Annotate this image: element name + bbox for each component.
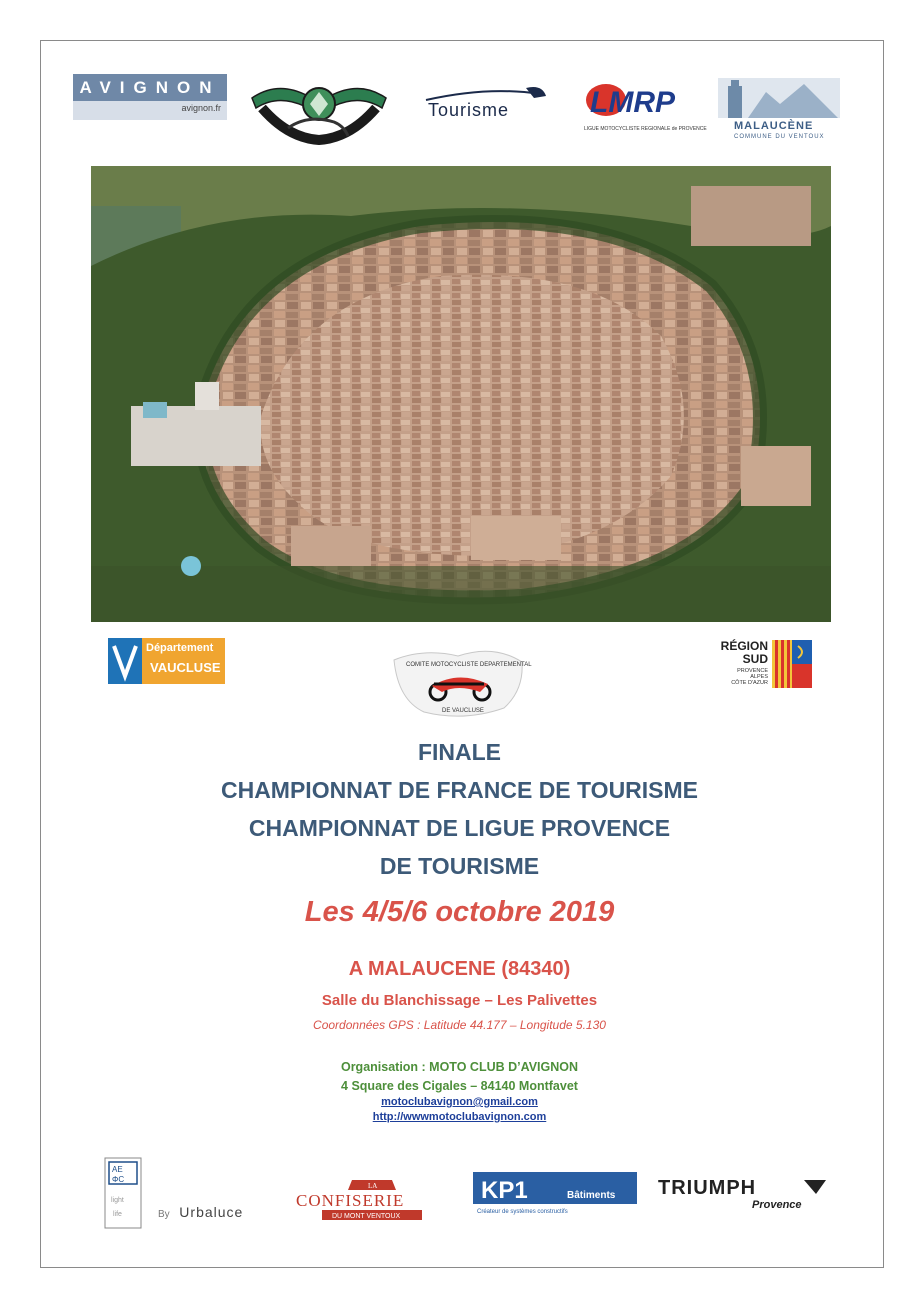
svg-text:light: light — [111, 1197, 124, 1204]
region-logo-line2: SUD — [742, 652, 768, 666]
triumph-logo — [656, 1174, 830, 1214]
event-titles — [0, 733, 919, 885]
organisation-line1: Organisation : MOTO CLUB D’AVIGNON — [340, 1060, 579, 1074]
svg-text:LMRP: LMRP — [590, 86, 675, 119]
tourisme-logo — [418, 80, 550, 120]
moto-club-logo — [248, 78, 390, 150]
svg-text:LA: LA — [368, 1182, 378, 1190]
svg-text:Créateur de systèmes construct: Créateur de systèmes constructifs — [477, 1209, 568, 1215]
malaucene-logo — [718, 78, 840, 140]
region-logo-sub2: ALPES — [750, 674, 768, 680]
contact-links — [0, 1095, 919, 1125]
urbaluce-by: By — [158, 1209, 170, 1220]
aerial-village-photo — [91, 166, 831, 622]
svg-text:Provence: Provence — [752, 1199, 802, 1211]
title-de-tourisme: DE TOURISME — [379, 853, 540, 879]
website-link[interactable]: http://wwwmotoclubavignon.com — [372, 1111, 547, 1123]
vaucluse-logo-line1: Département — [146, 642, 214, 654]
svg-text:life: life — [113, 1211, 122, 1218]
svg-text:TRIUMPH: TRIUMPH — [658, 1177, 757, 1199]
organisation-block — [0, 1058, 919, 1096]
svg-text:LIGUE MOTOCYCLISTE REGIONALE d: LIGUE MOTOCYCLISTE REGIONALE de PROVENCE — [584, 126, 707, 132]
svg-text:DU MONT VENTOUX: DU MONT VENTOUX — [332, 1213, 401, 1220]
urbaluce-name: Urbaluce — [179, 1204, 244, 1220]
gps-coordinates: Coordonnées GPS : Latitude 44.177 – Longitude 5.130 — [313, 1018, 606, 1032]
venue-main: A MALAUCENE (84340) — [348, 958, 571, 980]
region-logo-sub1: PROVENCE — [737, 668, 768, 674]
region-sud-logo — [708, 640, 816, 690]
svg-text:COMMUNE DU VENTOUX: COMMUNE DU VENTOUX — [734, 134, 825, 140]
avignon-logo-name: AVIGNON — [73, 74, 227, 101]
comite-departemental-logo — [384, 640, 532, 720]
email-link[interactable]: motoclubavignon@gmail.com — [381, 1096, 538, 1108]
title-finale: FINALE — [417, 739, 502, 765]
svg-text:Bâtiments: Bâtiments — [567, 1190, 616, 1201]
organisation-address: 4 Square des Cigales – 84140 Montfavet — [341, 1079, 578, 1093]
avignon-logo-url: avignon.fr — [181, 103, 221, 113]
region-logo-line1: RÉGION — [720, 639, 768, 653]
svg-text:Tourisme: Tourisme — [428, 100, 510, 120]
venue-sub: Salle du Blanchissage – Les Palivettes — [321, 992, 598, 1009]
event-date: Les 4/5/6 octobre 2019 — [304, 896, 615, 928]
title-championnat-france: CHAMPIONNAT DE FRANCE DE TOURISME — [220, 777, 699, 803]
lmrp-logo — [584, 78, 707, 134]
region-logo-sub3: CÔTE D'AZUR — [731, 680, 768, 686]
region-shield-icon — [772, 640, 812, 688]
svg-text:COMITE MOTOCYCLISTE DEPARTEMEN: COMITE MOTOCYCLISTE DEPARTEMENTAL — [406, 662, 532, 668]
svg-text:KP1: KP1 — [481, 1177, 528, 1204]
svg-text:ΦC: ΦC — [112, 1175, 125, 1184]
svg-text:AE: AE — [112, 1165, 123, 1174]
urbaluce-logo — [158, 1204, 268, 1230]
svg-text:MALAUCÈNE: MALAUCÈNE — [734, 120, 814, 132]
avignon-logo — [73, 74, 227, 120]
kp1-logo — [473, 1172, 637, 1216]
vaucluse-logo-line2: VAUCLUSE — [150, 660, 221, 675]
title-championnat-ligue: CHAMPIONNAT DE LIGUE PROVENCE — [248, 815, 671, 841]
vaucluse-logo — [108, 638, 225, 684]
svg-text:CONFISERIE: CONFISERIE — [296, 1191, 405, 1210]
svg-text:DE VAUCLUSE: DE VAUCLUSE — [442, 708, 484, 714]
confiserie-logo — [292, 1178, 452, 1224]
aeoc-logo — [105, 1158, 141, 1228]
